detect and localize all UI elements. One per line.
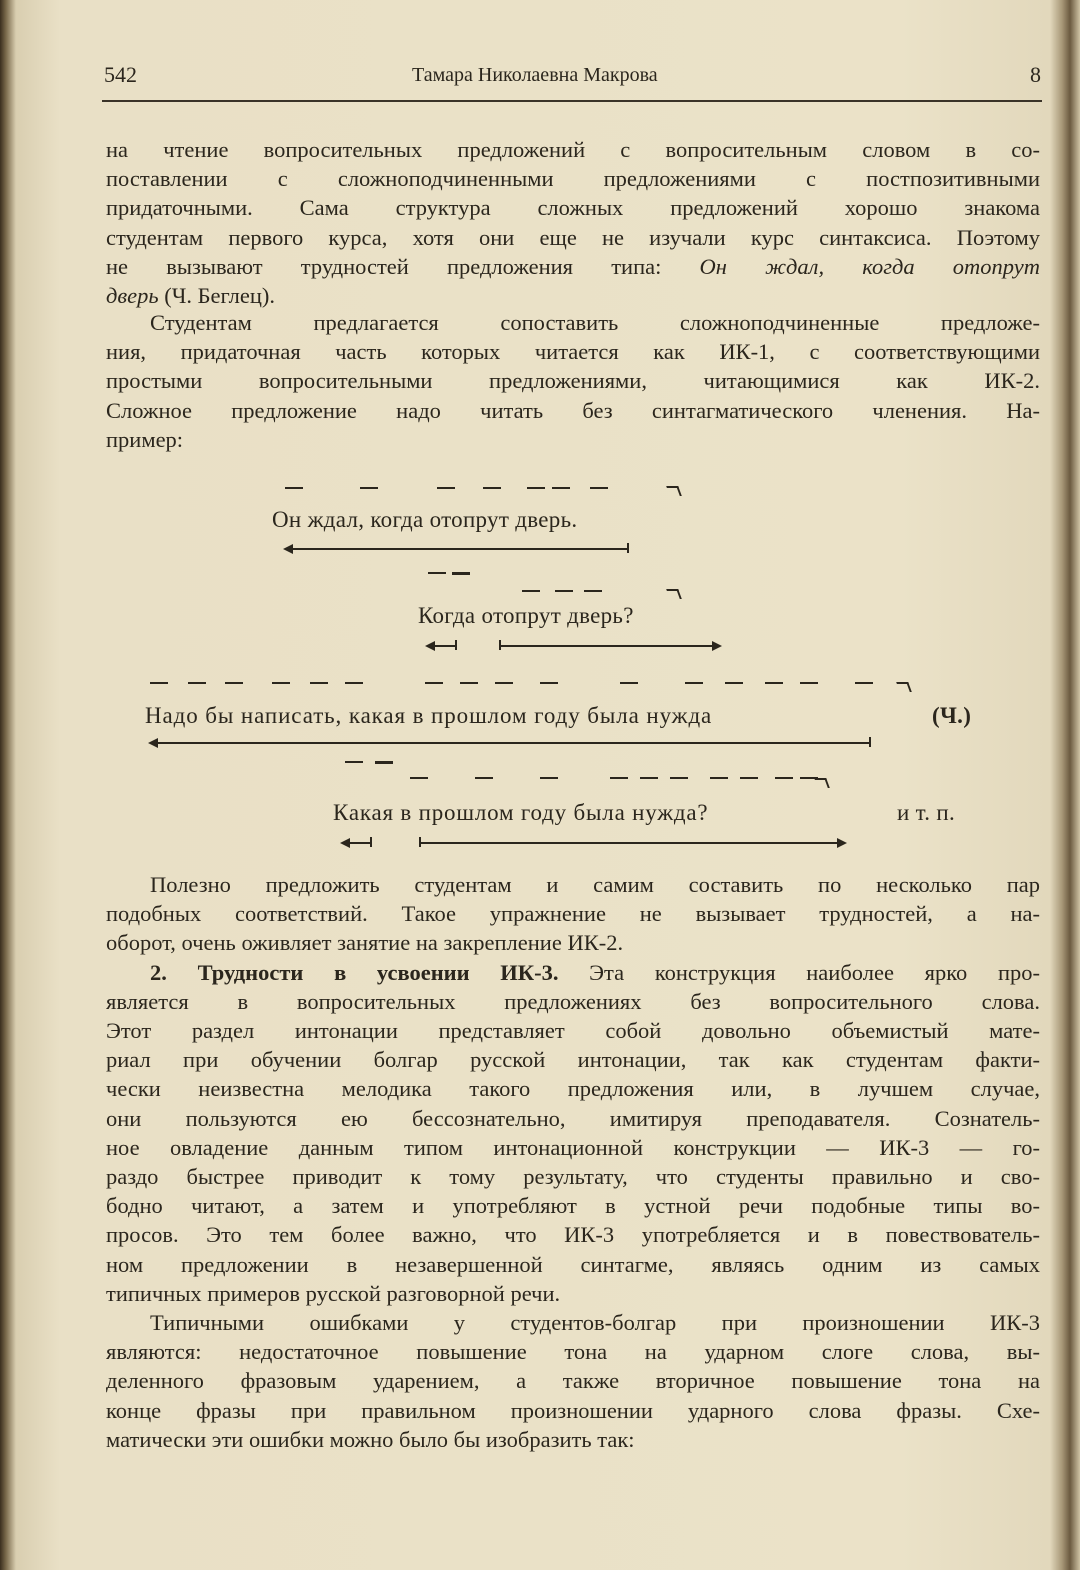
text-line	[150, 871, 1040, 899]
text-line	[106, 1163, 1040, 1191]
text-segment: чески неизвестна мелодика такого предложения или, в лучшем случае,	[106, 1076, 1040, 1102]
text-line	[106, 224, 1040, 252]
text-segment: Студентам предлагается сопоставить сложноподчиненные предложе-	[150, 310, 1040, 335]
section-number: 8	[1030, 62, 1041, 87]
text-line	[106, 1426, 1040, 1454]
tone-fall-mark	[896, 682, 912, 692]
text-segment: Полезно предложить студентам и самим составить по несколько пар	[150, 872, 1040, 897]
text-segment: Сложное предложение надо читать без синтагматического членения. На-	[106, 397, 1040, 423]
text-segment: являются: недостаточное повышение тона на ударном слоге слова, вы-	[106, 1339, 1040, 1365]
text-line	[106, 1367, 1040, 1395]
text-line	[106, 367, 1040, 395]
header-rule	[102, 100, 1042, 102]
text-line	[150, 309, 1040, 337]
text-line	[106, 1338, 1040, 1366]
text-line	[106, 1221, 1040, 1249]
melody-arrow	[500, 645, 720, 647]
text-line	[106, 194, 1040, 222]
page-number: 542	[104, 62, 137, 87]
text-segment: типичных примеров русской разговорной речи.	[106, 1280, 561, 1306]
text-line	[106, 1017, 1040, 1045]
example-source: (Ч.)	[932, 703, 972, 728]
text-segment: пример:	[106, 426, 184, 452]
text-segment: (Ч. Беглец).	[158, 283, 275, 308]
text-segment: не вызывают трудностей предложения типа:	[106, 253, 700, 279]
text-line	[106, 253, 1040, 281]
melody-arrow	[285, 548, 628, 550]
text-line	[106, 1075, 1040, 1103]
melody-arrow	[420, 842, 845, 844]
text-segment: на чтение вопросительных предложений с вопросительным словом в со-	[106, 137, 1040, 162]
example-sentence: Когда отопрут дверь?	[418, 603, 634, 628]
text-segment: ное овладение данным типом интонационной конструкции — ИК-3 — го-	[106, 1134, 1040, 1160]
example-quote: дверь	[106, 283, 159, 308]
tone-fall-mark	[666, 486, 682, 496]
text-segment: Типичными ошибками у студентов-болгар при произношении ИК-3	[150, 1310, 1040, 1335]
running-head: Тамара Николаевна Макрова	[412, 64, 658, 86]
tone-fall-mark	[666, 589, 682, 599]
text-line	[150, 1309, 1040, 1337]
text-segment: ном предложении в незавершенной синтагме, являясь одним из самых	[106, 1251, 1040, 1277]
text-segment: является в вопросительных предложениях без вопросительного слова.	[106, 988, 1040, 1014]
text-line	[106, 397, 1040, 425]
text-line	[106, 929, 1040, 957]
text-segment: поставлении с сложноподчиненными предложениями с постпозитивными	[106, 166, 1040, 192]
text-segment: Эта конструкция наиболее ярко про-	[558, 959, 1041, 985]
text-segment: Этот раздел интонации представляет собой довольно объемистый мате-	[106, 1018, 1040, 1043]
text-segment: конце фразы при правильном произношении ударного слова фразы. Схе-	[106, 1397, 1040, 1423]
text-segment: студентам первого курса, хотя они еще не изучали курс синтаксиса. Поэтому	[106, 224, 1040, 250]
text-segment: матически эти ошибки можно было бы изобразить так:	[106, 1426, 635, 1452]
example-etc: и т. п.	[897, 800, 956, 825]
example-sentence: Надо бы написать, какая в прошлом году была нужда	[145, 703, 713, 728]
text-line	[106, 165, 1040, 193]
text-segment: просов. Это тем более важно, что ИК-3 употребляется и в повествователь-	[106, 1222, 1040, 1248]
text-segment: деленного фразовым ударением, а также вторичное повышение тона на	[106, 1368, 1040, 1394]
text-line	[106, 1105, 1040, 1133]
text-line	[106, 1192, 1040, 1220]
text-segment: риал при обучении болгар русской интонации, так как студентам факти-	[106, 1047, 1040, 1073]
text-segment: подобных соответствий. Такое упражнение не вызывает трудностей, а на-	[106, 901, 1040, 927]
text-line	[106, 282, 1040, 310]
text-segment: простыми вопросительными предложениями, читающимися как ИК-2.	[106, 368, 1040, 394]
text-segment: они пользуются ею бессознательно, имитируя преподавателя. Сознатель-	[106, 1105, 1040, 1131]
text-line	[106, 136, 1040, 164]
text-line	[106, 1134, 1040, 1162]
example-sentence: Какая в прошлом году была нужда?	[333, 800, 709, 825]
text-line	[150, 959, 1040, 987]
text-line	[106, 338, 1040, 366]
text-line	[106, 1251, 1040, 1279]
text-segment: ния, придаточная часть которых читается как ИК-1, с соответствующими	[106, 339, 1040, 365]
text-segment: раздо быстрее приводит к тому результату, что студенты правильно и сво-	[106, 1164, 1040, 1189]
text-line	[106, 1397, 1040, 1425]
example-sentence: Он ждал, когда отопрут дверь.	[272, 507, 578, 532]
section-heading: 2. Трудности в усвоении ИК-3.	[150, 959, 559, 985]
text-line	[106, 1280, 1040, 1308]
text-line	[106, 1046, 1040, 1074]
tone-fall-mark	[814, 778, 830, 788]
text-segment: оборот, очень оживляет занятие на закрепление ИК-2.	[106, 930, 624, 956]
text-segment: придаточными. Сама структура сложных предложений хорошо знакома	[106, 195, 1040, 221]
example-quote: Он ждал, когда отопрут	[699, 253, 1040, 279]
text-line	[106, 900, 1040, 928]
text-line	[106, 988, 1040, 1016]
melody-arrow	[150, 742, 870, 744]
text-segment: бодно читают, а затем и употребляют в устной речи подобные типы во-	[106, 1193, 1040, 1219]
text-line	[106, 426, 1040, 454]
